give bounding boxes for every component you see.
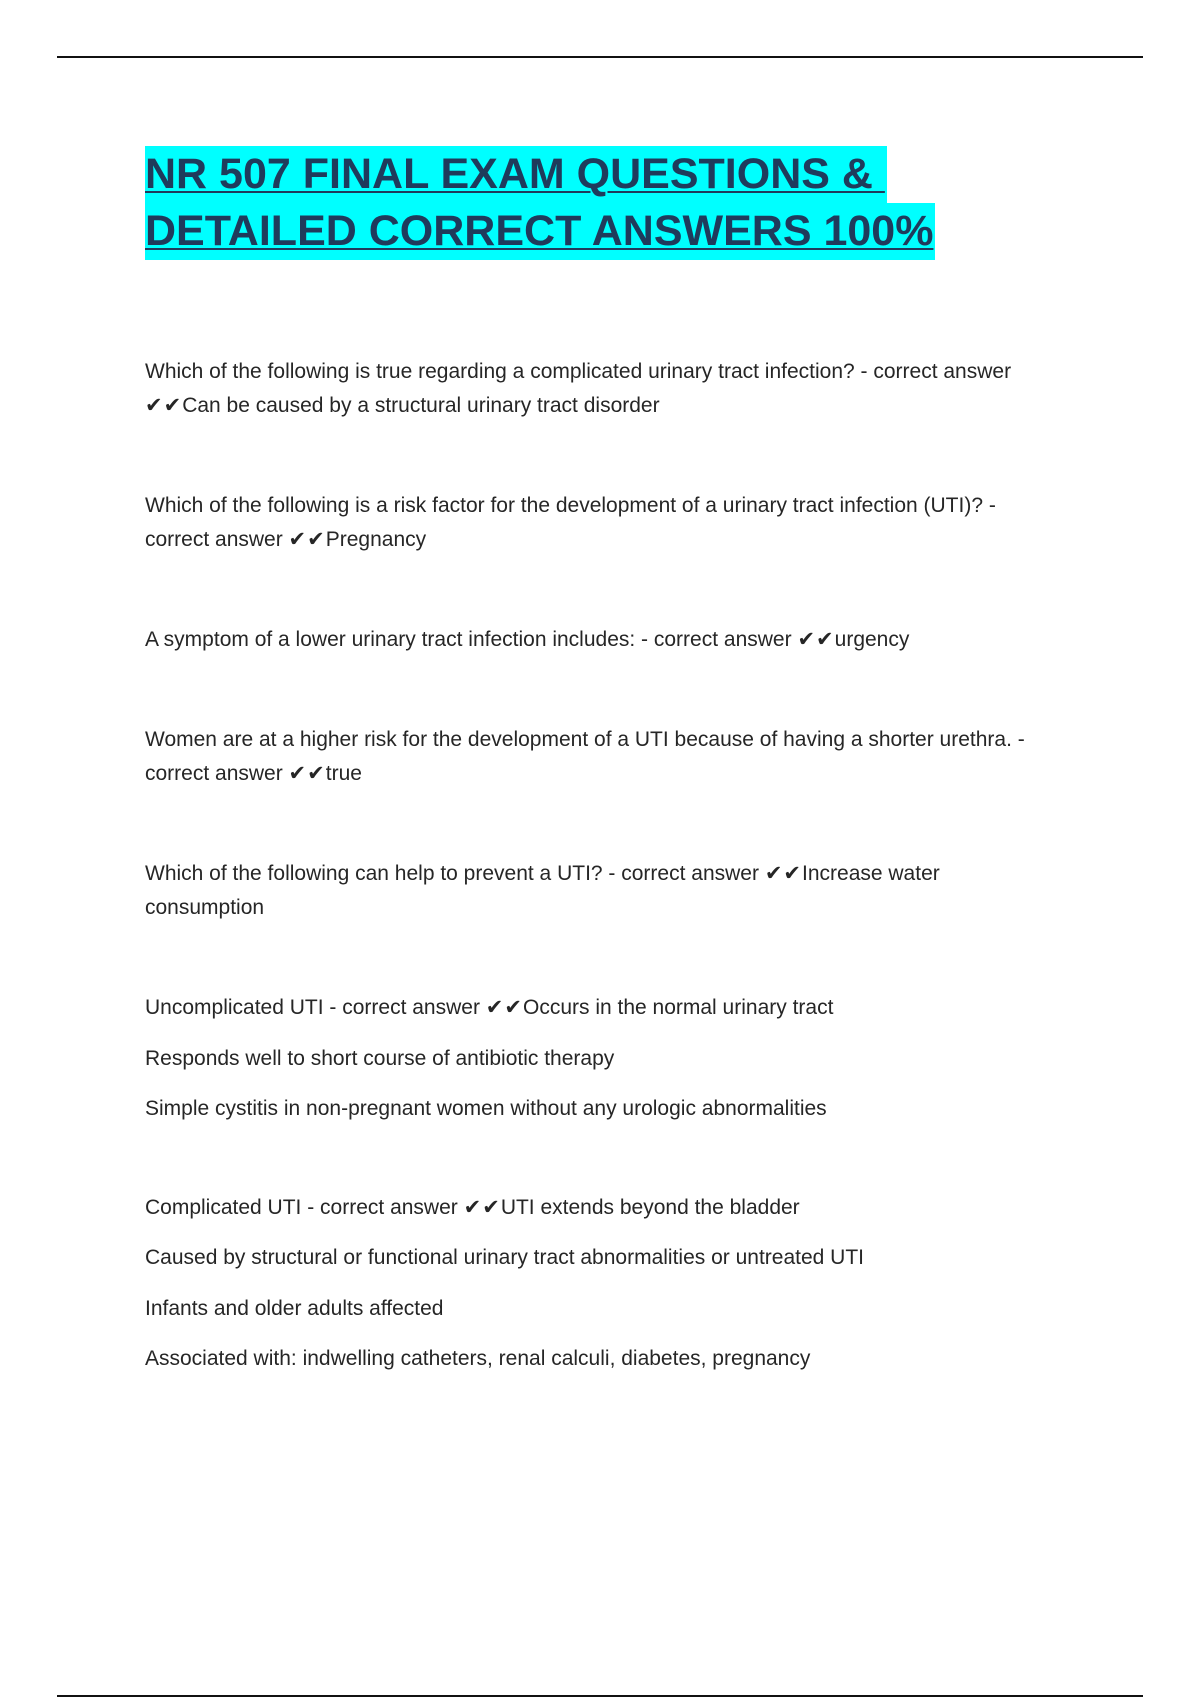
question-text: Uncomplicated UTI — [145, 996, 324, 1019]
answer-text: Can be caused by a structural urinary tract disorder — [182, 394, 660, 417]
qa-item-7-extra-2: Infants and older adults affected — [145, 1297, 444, 1320]
document-title — [145, 146, 1105, 260]
qa-item-1 — [145, 355, 1011, 389]
answer-separator: - correct answer — [602, 862, 765, 885]
qa-item-6-extra-2: Simple cystitis in non-pregnant women without any urologic abnormalities — [145, 1097, 827, 1120]
question-text: A symptom of a lower urinary tract infection includes: — [145, 628, 636, 651]
question-text: Which of the following can help to prevent a UTI? — [145, 862, 603, 885]
check-mark-icon: ✔✔ — [288, 762, 326, 785]
title-line-1: NR 507 FINAL EXAM QUESTIONS & — [145, 146, 887, 203]
answer-text: urgency — [834, 628, 910, 651]
qa-item-5 — [145, 857, 940, 891]
answer-separator: - correct answer — [301, 1196, 464, 1219]
title-line-2: DETAILED CORRECT ANSWERS 100% — [145, 203, 935, 260]
check-mark-icon: ✔✔ — [764, 862, 803, 885]
qa-item-7-extra-1: Caused by structural or functional urinary tract abnormalities or untreated UTI — [145, 1246, 864, 1269]
question-text: Women are at a higher risk for the development of a UTI because of having a shorter urethra. — [145, 728, 1012, 751]
qa-item-2-answer-line — [145, 523, 426, 557]
question-text: Complicated UTI — [145, 1196, 302, 1219]
qa-item-6 — [145, 991, 833, 1025]
check-mark-icon: ✔✔ — [288, 528, 326, 551]
qa-item-7 — [145, 1191, 800, 1225]
check-mark-icon: ✔✔ — [797, 628, 835, 651]
answer-text: true — [325, 762, 362, 785]
qa-item-2: Which of the following is a risk factor for the development of a urinary tract infection (UTI)? - — [145, 494, 996, 517]
qa-item-7-extra-3: Associated with: indwelling catheters, renal calculi, diabetes, pregnancy — [145, 1347, 811, 1370]
answer-separator: - correct answer — [323, 996, 486, 1019]
answer-label: correct answer — [145, 528, 289, 551]
answer-label: correct answer — [145, 762, 289, 785]
check-mark-icon: ✔✔ — [485, 996, 523, 1019]
question-text: Which of the following is true regarding a complicated urinary tract infection? — [145, 360, 855, 383]
answer-separator: - correct answer — [854, 360, 1012, 383]
qa-item-6-extra-1: Responds well to short course of antibiotic therapy — [145, 1047, 615, 1070]
answer-text: Increase water — [802, 862, 940, 885]
answer-text: UTI extends beyond the bladder — [500, 1196, 800, 1219]
qa-item-4: Women are at a higher risk for the development of a UTI because of having a shorter urethra. - — [145, 728, 1025, 751]
qa-item-5-answer-line — [145, 891, 264, 925]
top-rule — [57, 56, 1143, 58]
question-text: Which of the following is a risk factor for the development of a urinary tract infection (UTI)? — [145, 494, 984, 517]
qa-item-1-answer-line — [145, 389, 660, 423]
check-mark-icon: ✔✔ — [145, 394, 183, 417]
bottom-rule — [57, 1695, 1143, 1697]
answer-text-continued: consumption — [145, 896, 265, 919]
qa-item-4-answer-line — [145, 757, 362, 791]
answer-text: Pregnancy — [325, 528, 427, 551]
qa-item-3 — [145, 623, 909, 657]
check-mark-icon: ✔✔ — [463, 1196, 501, 1219]
answer-text: Occurs in the normal urinary tract — [522, 996, 834, 1019]
answer-separator: - correct answer — [635, 628, 798, 651]
